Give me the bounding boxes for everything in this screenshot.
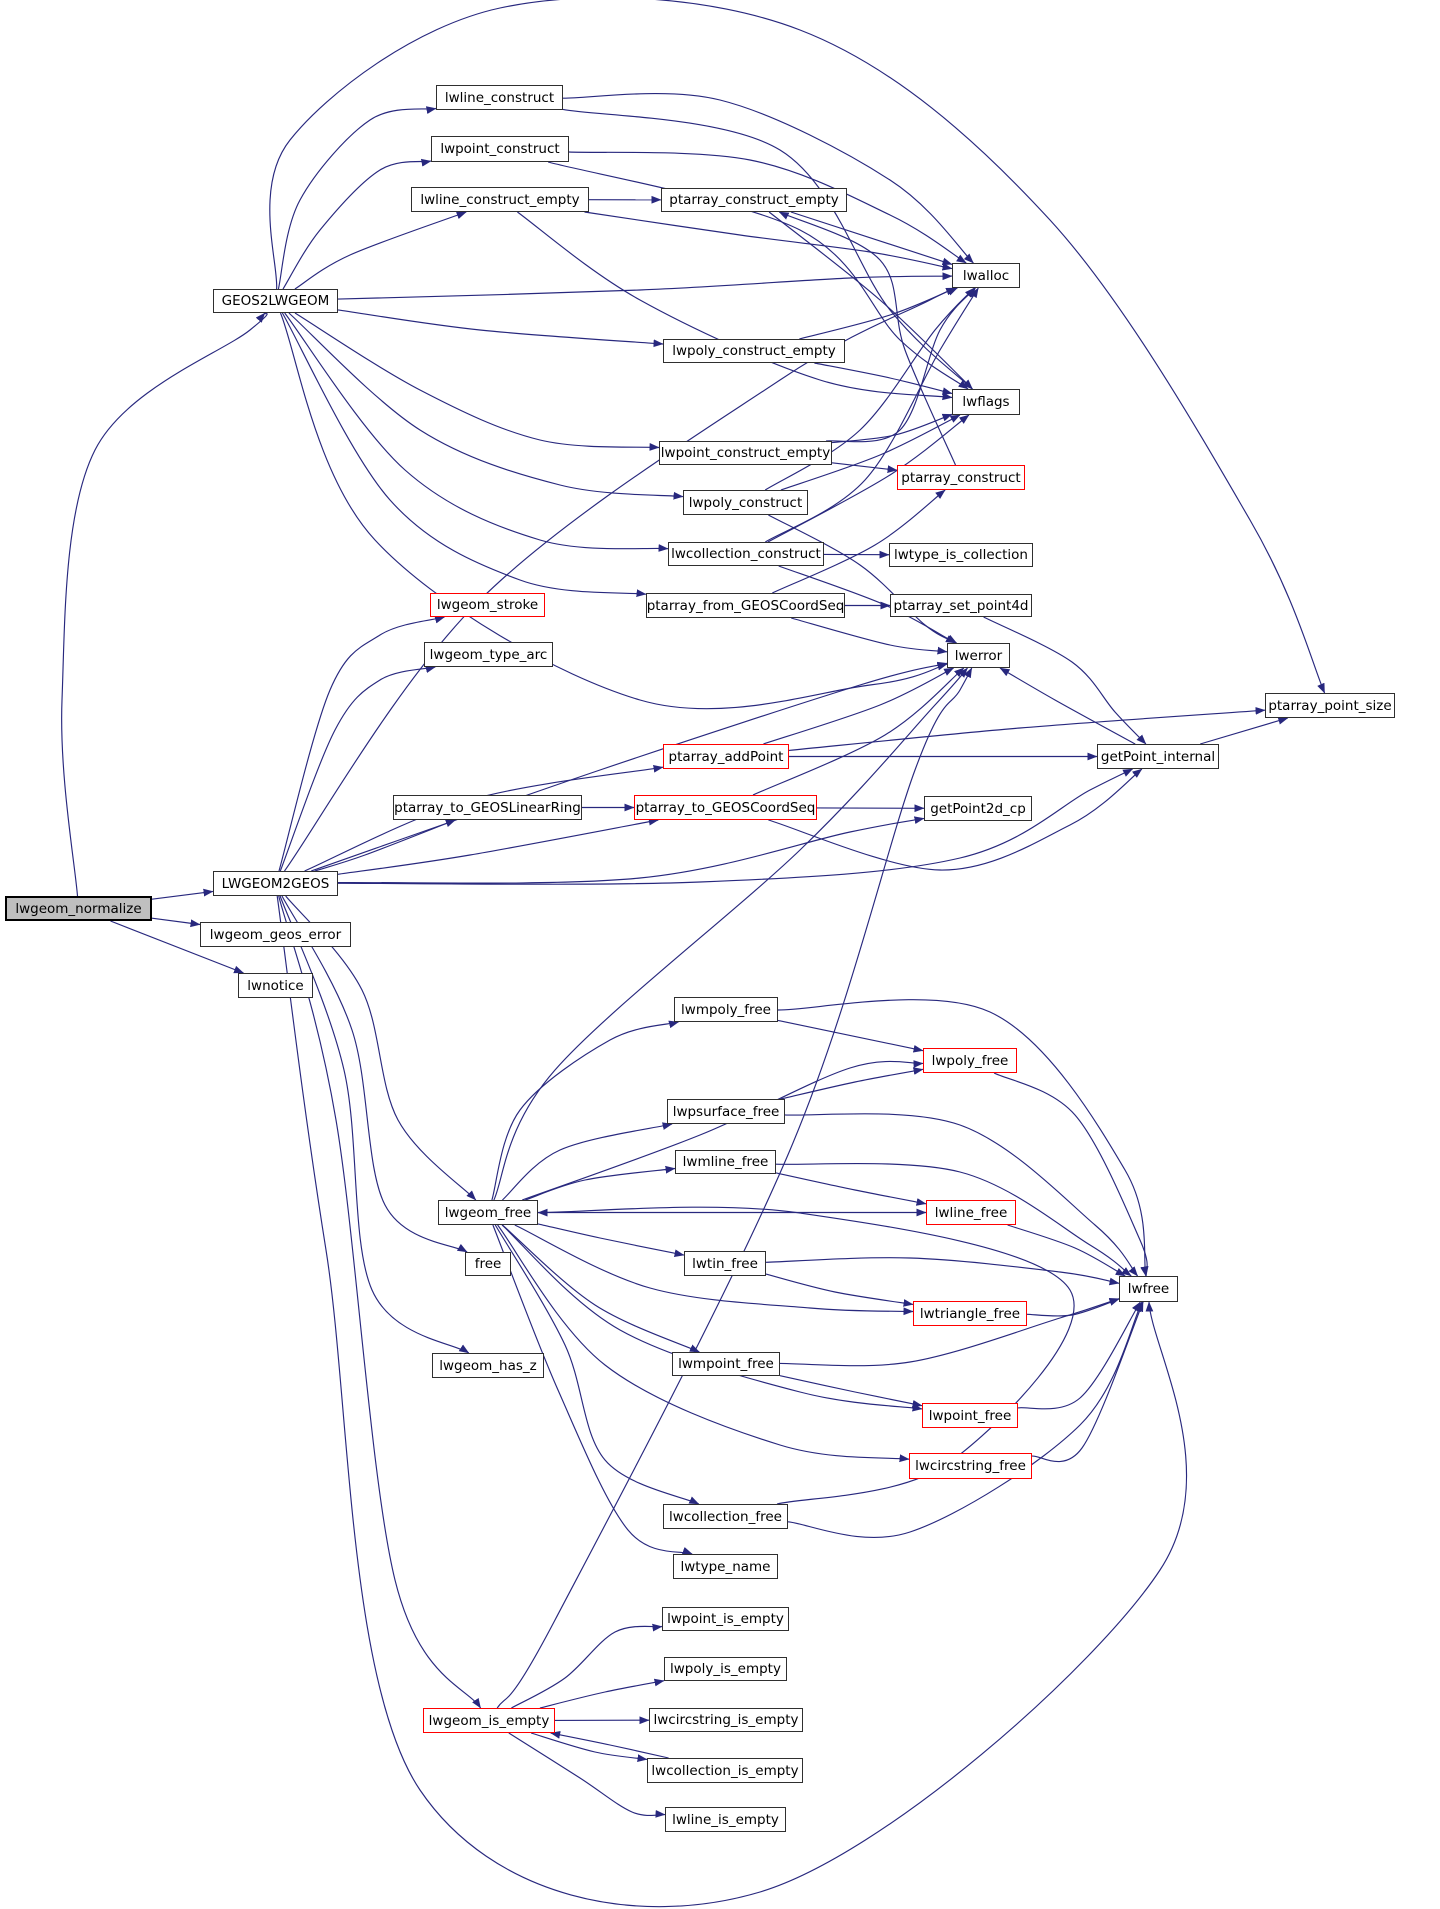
graph-node-lwpoint_free[interactable]: lwpoint_free <box>922 1403 1018 1428</box>
graph-edge-lwgeom_is_empty-to-lwcollection_is_empty <box>531 1733 647 1759</box>
graph-edge-lwpsurface_free-to-lwpoly_free <box>781 1069 923 1099</box>
graph-node-lwcollection_construct[interactable]: lwcollection_construct <box>668 542 824 566</box>
graph-node-lwerror[interactable]: lwerror <box>947 643 1010 668</box>
graph-node-lwtype_is_collection[interactable]: lwtype_is_collection <box>889 543 1033 567</box>
graph-edge-lwpoly_construct_empty-to-lwalloc <box>799 288 955 339</box>
graph-node-lwgeom_geos_error[interactable]: lwgeom_geos_error <box>200 922 351 947</box>
graph-edge-lwgeom_is_empty-to-lwerror <box>497 668 972 1708</box>
graph-edge-LWGEOM2GEOS-to-lwerror <box>311 663 947 871</box>
graph-edge-ptarray_from_GEOSCoordSeq-to-lwerror <box>791 618 947 652</box>
graph-node-lwpoly_construct_empty[interactable]: lwpoly_construct_empty <box>663 339 845 363</box>
graph-edge-lwgeom_is_empty-to-lwline_is_empty <box>509 1733 665 1815</box>
graph-node-ptarray_set_point4d[interactable]: ptarray_set_point4d <box>890 594 1032 617</box>
graph-node-getPoint_internal[interactable]: getPoint_internal <box>1097 744 1219 769</box>
graph-node-lwgeom_stroke[interactable]: lwgeom_stroke <box>430 593 545 617</box>
graph-edge-GEOS2LWGEOM-to-lwpoly_construct_empty <box>338 310 663 344</box>
graph-edge-GEOS2LWGEOM-to-lwerror <box>281 313 948 709</box>
graph-node-GEOS2LWGEOM[interactable]: GEOS2LWGEOM <box>213 289 338 313</box>
graph-edge-lwgeom_free-to-lwpoly_free <box>522 1061 923 1200</box>
graph-node-lwgeom_normalize[interactable]: lwgeom_normalize <box>5 896 152 921</box>
graph-edge-lwtin_free-to-lwfree <box>766 1258 1119 1284</box>
graph-node-ptarray_construct_empty[interactable]: ptarray_construct_empty <box>661 188 847 212</box>
graph-node-ptarray_to_GEOSLinearRing[interactable]: ptarray_to_GEOSLinearRing <box>393 795 582 820</box>
graph-edge-LWGEOM2GEOS-to-lwgeom_type_arc <box>280 667 435 871</box>
graph-node-ptarray_construct[interactable]: ptarray_construct <box>897 465 1025 490</box>
graph-edge-getPoint_internal-to-lwerror <box>1000 668 1135 744</box>
graph-node-lwflags[interactable]: lwflags <box>952 389 1020 415</box>
graph-edge-lwpoly_construct_empty-to-lwflags <box>814 363 952 394</box>
graph-edge-lwmpoint_free-to-lwpoint_free <box>780 1376 922 1406</box>
graph-edge-LWGEOM2GEOS-to-getPoint2d_cp <box>338 818 924 883</box>
graph-node-lwpoint_is_empty[interactable]: lwpoint_is_empty <box>662 1607 789 1631</box>
graph-edge-lwpoly_construct-to-lwerror <box>768 515 956 643</box>
graph-edge-GEOS2LWGEOM-to-lwpoly_construct <box>289 313 683 497</box>
graph-node-free[interactable]: free <box>465 1252 511 1276</box>
graph-edge-LWGEOM2GEOS-to-lwfree <box>277 896 1186 1907</box>
graph-edge-lwgeom_normalize-to-LWGEOM2GEOS <box>152 891 213 899</box>
graph-edge-lwgeom_free-to-lwmline_free <box>525 1169 675 1201</box>
graph-edge-LWGEOM2GEOS-to-lwgeom_is_empty <box>279 896 481 1708</box>
graph-edge-LWGEOM2GEOS-to-lwalloc <box>285 288 958 871</box>
graph-edge-lwgeom_free-to-lwmpoint_free <box>503 1225 700 1352</box>
graph-edge-lwpoly_free-to-lwfree <box>994 1073 1147 1276</box>
graph-edge-GEOS2LWGEOM-to-lwcollection_construct <box>285 313 668 549</box>
graph-edge-lwmpoly_free-to-lwpoly_free <box>778 1020 923 1050</box>
graph-node-lwnotice[interactable]: lwnotice <box>238 973 313 998</box>
graph-edge-GEOS2LWGEOM-to-lwalloc <box>338 276 952 299</box>
graph-node-ptarray_point_size[interactable]: ptarray_point_size <box>1265 693 1395 718</box>
graph-node-lwline_construct[interactable]: lwline_construct <box>436 85 563 110</box>
graph-edge-lwgeom_normalize-to-GEOS2LWGEOM <box>62 313 268 896</box>
graph-node-lwpoint_construct[interactable]: lwpoint_construct <box>431 136 569 162</box>
graph-node-lwmpoly_free[interactable]: lwmpoly_free <box>674 997 778 1022</box>
graph-edge-lwgeom_normalize-to-lwgeom_geos_error <box>152 918 200 924</box>
graph-node-lwgeom_has_z[interactable]: lwgeom_has_z <box>432 1353 544 1378</box>
graph-node-lwline_is_empty[interactable]: lwline_is_empty <box>665 1807 786 1832</box>
graph-node-lwtype_name[interactable]: lwtype_name <box>673 1554 778 1579</box>
graph-node-lwline_construct_empty[interactable]: lwline_construct_empty <box>411 187 589 212</box>
graph-edge-lwline_construct_empty-to-lwalloc <box>585 212 953 269</box>
graph-edge-lwgeom_is_empty-to-lwpoly_is_empty <box>540 1681 664 1708</box>
graph-node-lwcollection_free[interactable]: lwcollection_free <box>663 1504 788 1529</box>
graph-node-lwgeom_type_arc[interactable]: lwgeom_type_arc <box>424 642 553 667</box>
graph-node-lwfree[interactable]: lwfree <box>1119 1276 1178 1302</box>
graph-node-getPoint2d_cp[interactable]: getPoint2d_cp <box>924 796 1032 821</box>
graph-node-LWGEOM2GEOS[interactable]: LWGEOM2GEOS <box>213 871 338 896</box>
graph-edge-GEOS2LWGEOM-to-lwpoint_construct_empty <box>295 313 659 448</box>
graph-edge-GEOS2LWGEOM-to-lwline_construct_empty <box>295 212 466 289</box>
graph-node-lwpoly_construct[interactable]: lwpoly_construct <box>683 490 808 515</box>
graph-node-lwtriangle_free[interactable]: lwtriangle_free <box>913 1301 1027 1326</box>
graph-edge-lwtin_free-to-lwtriangle_free <box>766 1274 913 1304</box>
graph-node-lwmpoint_free[interactable]: lwmpoint_free <box>672 1352 780 1376</box>
graph-node-lwgeom_is_empty[interactable]: lwgeom_is_empty <box>423 1708 555 1733</box>
graph-node-lwpoint_construct_empty[interactable]: lwpoint_construct_empty <box>659 441 832 465</box>
graph-edge-lwgeom_free-to-lwtin_free <box>538 1224 684 1255</box>
graph-edge-GEOS2LWGEOM-to-lwpoint_construct <box>283 161 431 289</box>
graph-edge-LWGEOM2GEOS-to-free <box>282 896 467 1252</box>
graph-node-ptarray_to_GEOSCoordSeq[interactable]: ptarray_to_GEOSCoordSeq <box>634 795 817 820</box>
graph-node-lwtin_free[interactable]: lwtin_free <box>684 1251 766 1276</box>
graph-edge-lwgeom_free-to-lwpsurface_free <box>502 1124 672 1200</box>
graph-node-lwpoly_is_empty[interactable]: lwpoly_is_empty <box>664 1657 787 1681</box>
graph-node-lwline_free[interactable]: lwline_free <box>926 1200 1016 1225</box>
graph-edge-lwgeom_free-to-lwmpoly_free <box>492 1022 679 1200</box>
graph-node-lwpsurface_free[interactable]: lwpsurface_free <box>667 1099 785 1124</box>
graph-edge-LWGEOM2GEOS-to-getPoint_internal <box>338 769 1133 884</box>
graph-node-lwcircstring_free[interactable]: lwcircstring_free <box>909 1453 1032 1479</box>
graph-edge-lwmline_free-to-lwline_free <box>776 1173 926 1204</box>
graph-node-ptarray_addPoint[interactable]: ptarray_addPoint <box>663 744 789 769</box>
graph-node-lwmline_free[interactable]: lwmline_free <box>675 1150 776 1174</box>
graph-edge-lwline_construct_empty-to-lwflags <box>517 212 952 398</box>
graph-node-lwpoly_free[interactable]: lwpoly_free <box>923 1048 1017 1073</box>
graph-node-lwcircstring_is_empty[interactable]: lwcircstring_is_empty <box>649 1708 803 1732</box>
graph-edge-getPoint_internal-to-ptarray_point_size <box>1200 718 1288 744</box>
graph-node-ptarray_from_GEOSCoordSeq[interactable]: ptarray_from_GEOSCoordSeq <box>646 593 845 618</box>
graph-node-lwalloc[interactable]: lwalloc <box>952 263 1020 288</box>
graph-edge-lwline_construct-to-lwalloc <box>563 94 973 263</box>
graph-node-lwcollection_is_empty[interactable]: lwcollection_is_empty <box>647 1758 803 1783</box>
graph-edge-LWGEOM2GEOS-to-lwgeom_has_z <box>280 896 469 1353</box>
graph-node-lwgeom_free[interactable]: lwgeom_free <box>438 1200 538 1225</box>
graph-edge-lwpsurface_free-to-lwfree <box>785 1114 1138 1276</box>
